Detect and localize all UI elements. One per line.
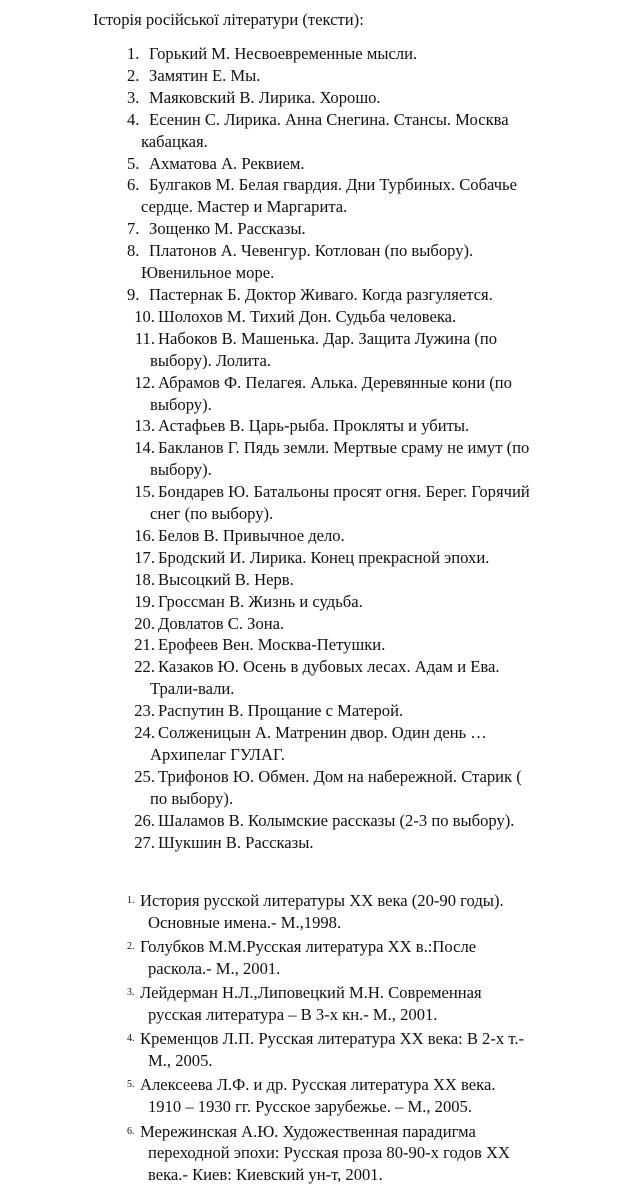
work-item-text: выбору).	[150, 460, 212, 480]
work-item-text: выбору). Лолита.	[150, 350, 271, 370]
reference-item-text: раскола.- М., 2001.	[148, 959, 281, 979]
work-item-number: 7.	[127, 219, 140, 239]
reference-item	[127, 1028, 607, 1072]
work-item-text: Бакланов Г. Пядь земли. Мертвые сраму не имут (по	[158, 438, 530, 458]
work-item	[127, 109, 597, 153]
reference-item-text: М., 2005.	[148, 1051, 213, 1071]
reference-item-number: 5.	[127, 1079, 135, 1091]
work-item	[127, 153, 597, 175]
reference-item-text: Основные имена.- М.,1998.	[148, 912, 342, 932]
reference-item-text: Мережинская А.Ю. Художественная парадигма	[140, 1121, 476, 1141]
work-item-text: Распутин В. Прощание с Матерой.	[158, 701, 404, 721]
work-item-text: Довлатов С. Зона.	[158, 613, 285, 633]
reference-item-text: русская литература – В 3-х кн.- М., 2001.	[148, 1005, 438, 1025]
work-item-number: 10.	[134, 306, 155, 326]
work-item-number: 5.	[127, 153, 140, 173]
reference-item	[127, 982, 607, 1026]
reference-item-text: века.- Киев: Киевский ун-т, 2001.	[148, 1165, 383, 1185]
work-item	[127, 240, 597, 284]
reference-item-text: Лейдерман Н.Л.,Липовецкий М.Н. Современная	[140, 983, 482, 1003]
work-item-number: 9.	[127, 284, 140, 304]
work-item	[127, 372, 597, 416]
work-item-text: Солженицын А. Матренин двор. Один день …	[158, 723, 487, 743]
work-item-text: Ерофеев Вен. Москва-Петушки.	[158, 635, 386, 655]
work-item	[127, 722, 597, 766]
work-item-text: Ахматова А. Реквием.	[149, 153, 305, 173]
work-item-text: Маяковский В. Лирика. Хорошо.	[149, 87, 381, 107]
work-item-text: снег (по выбору).	[150, 504, 274, 524]
work-item-text: Высоцкий В. Нерв.	[158, 569, 294, 589]
work-item-text: Горький М. Несвоевременные мысли.	[149, 44, 418, 63]
work-item-text: Булгаков М. Белая гвардия. Дни Турбиных. Собачье	[149, 175, 517, 195]
work-item-number: 14.	[134, 438, 155, 458]
work-item-text: кабацкая.	[141, 131, 208, 151]
reference-item-text: переходной эпохи: Русская проза 80-90-х годов XX	[148, 1143, 510, 1163]
work-item-text: Белов В. Привычное дело.	[158, 525, 345, 545]
work-item	[127, 700, 597, 722]
work-item	[127, 87, 597, 109]
reference-item-text: 1910 – 1930 гг. Русское зарубежье. – М., 2005.	[148, 1097, 472, 1117]
reference-item-number: 6.	[127, 1125, 135, 1137]
work-item-number: 3.	[127, 87, 140, 107]
reference-item	[127, 1074, 607, 1118]
work-item-text: Трали-вали.	[150, 679, 235, 699]
work-item-number: 20.	[134, 613, 155, 633]
work-item	[127, 174, 597, 218]
work-item-text: Бондарев Ю. Батальоны просят огня. Берег. Горячий	[158, 482, 530, 502]
work-item-number: 12.	[134, 372, 155, 392]
work-item-number: 2.	[127, 65, 140, 85]
reference-item-number: 4.	[127, 1033, 135, 1045]
work-item-text: Есенин С. Лирика. Анна Снегина. Стансы. Москва	[149, 109, 509, 129]
work-item	[127, 569, 597, 591]
work-item	[127, 218, 597, 240]
work-item-text: Шаламов В. Колымские рассказы (2-3 по выбору).	[158, 810, 515, 830]
work-item-number: 25.	[134, 766, 155, 786]
work-item-number: 17.	[134, 547, 155, 567]
work-item	[127, 481, 597, 525]
reference-item-number: 2.	[127, 941, 135, 953]
reference-item-number: 3.	[127, 987, 135, 999]
work-item	[127, 43, 597, 65]
work-item-text: Трифонов Ю. Обмен. Дом на набережной. Старик (	[158, 766, 522, 786]
work-item-number: 6.	[127, 175, 140, 195]
reference-item-text: Кременцов Л.П. Русская литература XX века: В 2-х т.-	[140, 1029, 524, 1049]
work-item	[127, 634, 597, 656]
work-item-text: Зощенко М. Рассказы.	[149, 219, 306, 239]
work-item	[127, 810, 597, 832]
work-item-text: Пастернак Б. Доктор Живаго. Когда разгуляется.	[149, 284, 493, 304]
work-item-number: 18.	[134, 569, 155, 589]
work-item	[127, 525, 597, 547]
work-item-text: Гроссман В. Жизнь и судьба.	[158, 591, 363, 611]
work-item	[127, 328, 597, 372]
work-item-number: 1.	[127, 44, 140, 63]
work-item-text: Шукшин В. Рассказы.	[158, 832, 314, 852]
reference-item	[127, 936, 607, 980]
work-item	[127, 547, 597, 569]
reference-item-text: Голубков М.М.Русская литература XX в.:После	[140, 937, 477, 957]
work-item-number: 4.	[127, 109, 140, 129]
work-item-text: Шолохов М. Тихий Дон. Судьба человека.	[158, 306, 457, 326]
work-item-number: 13.	[134, 416, 155, 436]
work-item-text: Астафьев В. Царь-рыба. Прокляты и убиты.	[158, 416, 470, 436]
reference-item	[127, 1121, 607, 1187]
work-item-text: Архипелаг ГУЛАГ.	[150, 745, 285, 764]
work-item	[127, 591, 597, 613]
work-item	[127, 306, 597, 328]
work-item-text: Замятин Е. Мы.	[149, 65, 261, 85]
work-item	[127, 832, 597, 854]
work-item-number: 22.	[134, 657, 155, 677]
reference-item-text: Алексеева Л.Ф. и др. Русская литература XX века.	[140, 1075, 496, 1095]
work-item-text: Казаков Ю. Осень в дубовых лесах. Адам и Ева.	[158, 657, 500, 677]
work-item	[127, 284, 597, 306]
work-item-text: Бродский И. Лирика. Конец прекрасной эпохи.	[158, 547, 490, 567]
work-item-number: 15.	[134, 482, 155, 502]
work-item-number: 23.	[134, 701, 155, 721]
work-item	[127, 415, 597, 437]
page-heading: Історія російської літератури (тексти):	[93, 10, 364, 29]
work-item-text: выбору).	[150, 394, 212, 414]
work-item-number: 11.	[134, 328, 155, 348]
work-item-text: Абрамов Ф. Пелагея. Алька. Деревянные кони (по	[158, 372, 512, 392]
work-item-number: 24.	[134, 723, 155, 743]
work-item-text: по выбору).	[150, 788, 234, 808]
work-item-text: Набоков В. Машенька. Дар. Защита Лужина (по	[158, 328, 498, 348]
work-item-text: сердце. Мастер и Маргарита.	[141, 197, 348, 217]
references-list	[127, 890, 607, 1189]
reference-item-number: 1.	[127, 895, 135, 906]
reference-item-text: История русской литературы XX века (20-90 годы).	[140, 891, 504, 910]
work-item-number: 27.	[134, 832, 155, 852]
work-item-number: 26.	[134, 810, 155, 830]
work-item-number: 21.	[134, 635, 155, 655]
work-item	[127, 437, 597, 481]
work-item-number: 8.	[127, 241, 140, 261]
work-item-text: Платонов А. Чевенгур. Котлован (по выбору).	[149, 241, 474, 261]
work-item	[127, 766, 597, 810]
work-item-number: 16.	[134, 525, 155, 545]
work-item-text: Ювенильное море.	[141, 263, 275, 283]
work-item	[127, 65, 597, 87]
literary-works-list	[127, 43, 597, 854]
work-item	[127, 613, 597, 635]
reference-item	[127, 890, 607, 934]
work-item	[127, 656, 597, 700]
work-item-number: 19.	[134, 591, 155, 611]
